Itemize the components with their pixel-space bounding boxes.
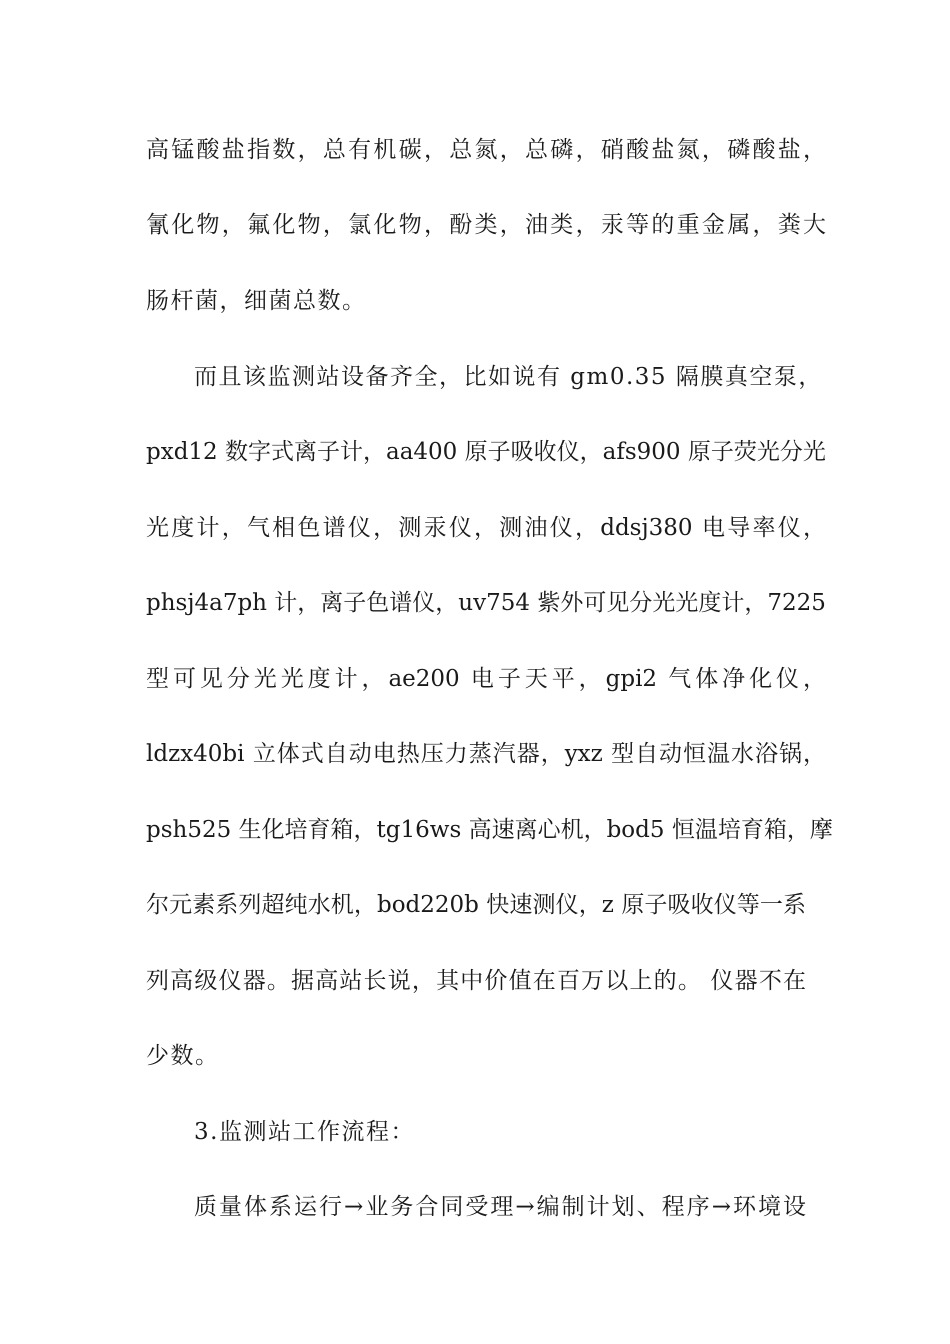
paragraph-line: 高锰酸盐指数，总有机碳，总氮，总磷，硝酸盐氮，磷酸盐， — [146, 137, 826, 163]
paragraph-line: 氰化物，氟化物，氯化物，酚类，油类，汞等的重金属，粪大 — [146, 212, 826, 238]
section-heading: 3.监测站工作流程： — [194, 1119, 415, 1145]
paragraph-line: 型可见分光光度计，ae200 电子天平，gpi2 气体净化仪， — [146, 666, 826, 692]
paragraph-line: 肠杆菌，细菌总数。 — [146, 288, 367, 314]
paragraph-line: 光度计，气相色谱仪，测汞仪，测油仪，ddsj380 电导率仪， — [146, 515, 826, 541]
paragraph-line: 尔元素系列超纯水机，bod220b 快速测仪，z 原子吸收仪等一系 — [146, 892, 806, 918]
paragraph-line: phsj4a7ph 计，离子色谱仪，uv754 紫外可见分光光度计，7225 — [146, 590, 826, 616]
paragraph-line: pxd12 数字式离子计，aa400 原子吸收仪，afs900 原子荧光分光 — [146, 439, 826, 465]
paragraph-line: 质量体系运行→业务合同受理→编制计划、程序→环境设 — [194, 1194, 806, 1220]
paragraph-line: 少数。 — [146, 1043, 220, 1069]
paragraph-line: ldzx40bi 立体式自动电热压力蒸汽器，yxz 型自动恒温水浴锅， — [146, 741, 826, 767]
paragraph-line: 列高级仪器。据高站长说，其中价值在百万以上的。 仪器不在 — [146, 968, 806, 994]
paragraph-line: 而且该监测站设备齐全，比如说有 gm0.35 隔膜真空泵， — [194, 364, 823, 390]
paragraph-line: psh525 生化培育箱，tg16ws 高速离心机，bod5 恒温培育箱，摩 — [146, 817, 833, 843]
